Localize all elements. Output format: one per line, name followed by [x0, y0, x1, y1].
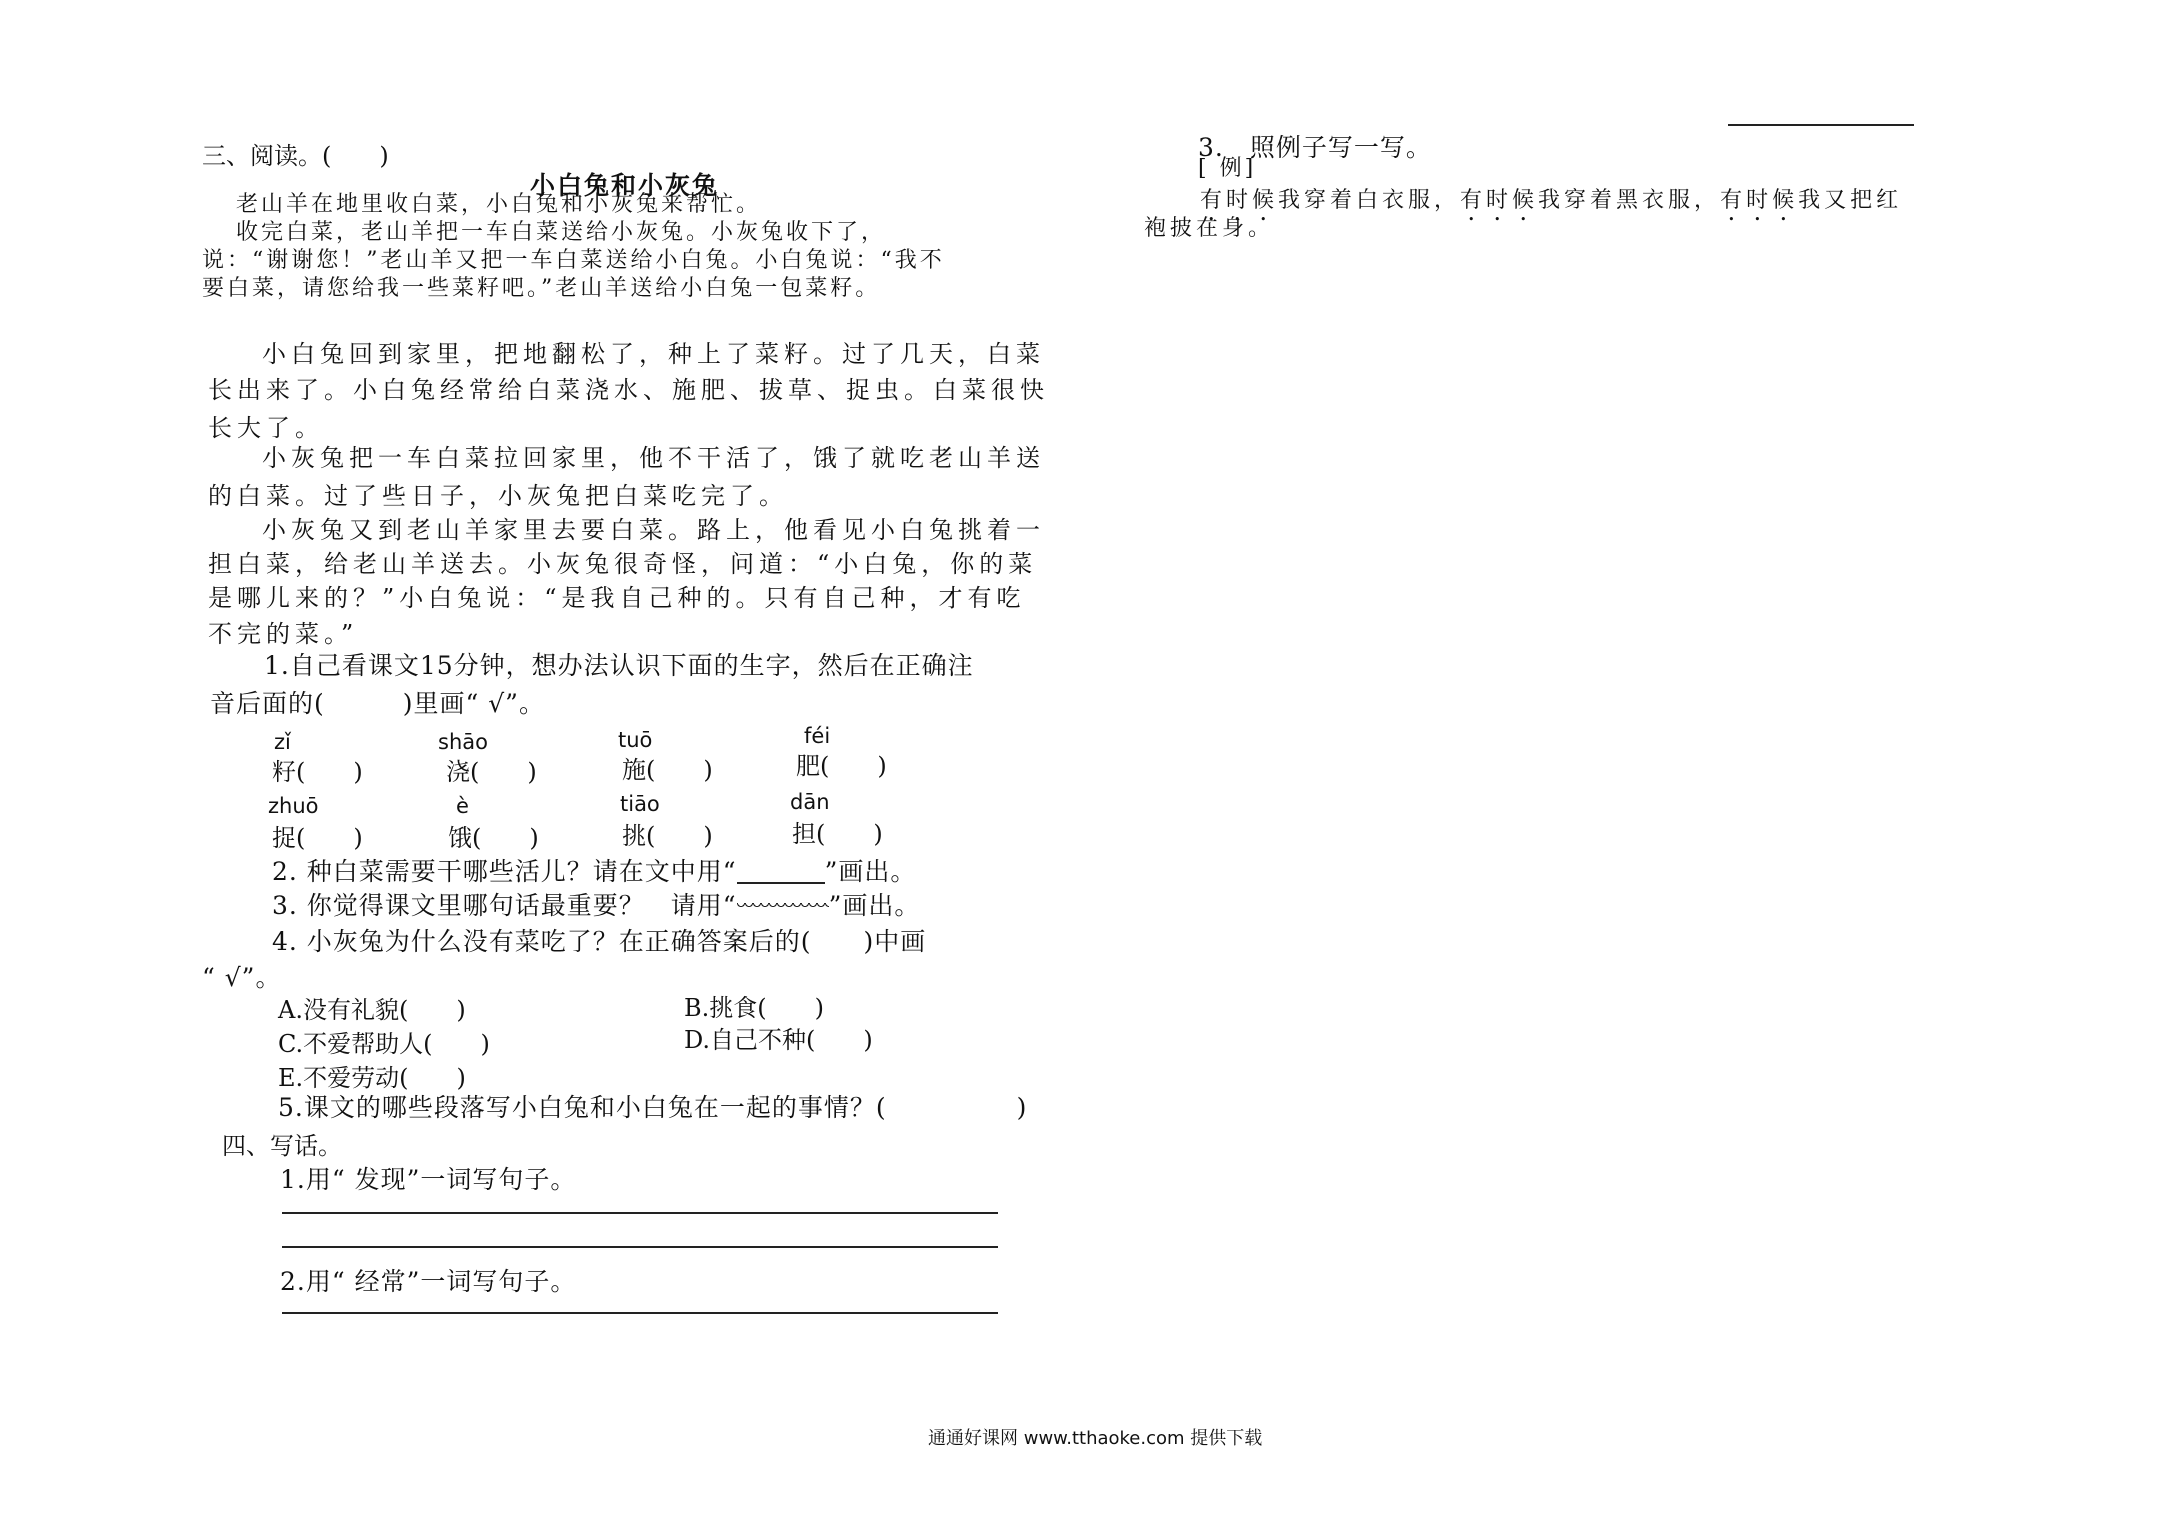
char-item[interactable]: 肥( ) [796, 752, 887, 780]
paragraph-line: 老山羊在地里收白菜，小白兔和小灰兔来帮忙。 [236, 192, 762, 217]
paragraph-line: 要白菜，请您给我一些菜籽吧。”老山羊送给小白兔一包菜籽。 [202, 276, 881, 301]
paragraph-line: 长出来了。小白兔经常给白菜浇水、施肥、拔草、捉虫。白菜很快 [208, 376, 1049, 404]
pinyin: shāo [438, 730, 488, 754]
pinyin: tuō [618, 728, 653, 752]
paragraph-line: 收完白菜，老山羊把一车白菜送给小灰兔。小灰兔收下了， [236, 220, 887, 245]
question-5: 5.课文的哪些段落写小白兔和小白兔在一起的事情？( ) [278, 1093, 1028, 1122]
pinyin: tiāo [620, 792, 660, 816]
char-item[interactable]: 捉( ) [272, 824, 363, 852]
question-3-text: 3. 你觉得课文里哪句话最重要？ 请用“ [272, 891, 737, 920]
section3-heading: 三、阅读。( ) [202, 142, 389, 170]
char-item[interactable]: 挑( ) [622, 822, 713, 850]
answer-line[interactable] [282, 1312, 998, 1314]
paragraph-line: 不完的菜。” [208, 620, 359, 648]
footer-credit: 通通好课网 www.tthaoke.com 提供下载 [928, 1428, 1263, 1449]
answer-line[interactable] [282, 1212, 998, 1214]
char-item[interactable]: 施( ) [622, 756, 713, 784]
emphasized-word: 有时候 [1200, 188, 1279, 213]
example-label: [ 例] [1198, 156, 1257, 181]
example-segment: 我穿着白衣服， [1278, 188, 1461, 213]
question-3 [272, 886, 920, 922]
char-item[interactable]: 担( ) [792, 820, 883, 848]
paragraph-line: 长大了。 [208, 414, 324, 442]
paragraph-line: 小灰兔把一车白菜拉回家里，他不干活了，饿了就吃老山羊送 [262, 444, 1045, 472]
question-1-line1: 1.自己看课文15分钟，想办法认识下面的生字，然后在正确注 [264, 651, 974, 680]
top-right-rule [1728, 124, 1914, 126]
char-item[interactable]: 籽( ) [272, 758, 363, 786]
pinyin: dān [790, 790, 830, 814]
question-3-tail: ”画出。 [828, 891, 921, 920]
question-2-text: 2. 种白菜需要干哪些活儿？请在文中用“ [272, 857, 737, 886]
emphasized-word: 有时候 [1720, 188, 1799, 213]
writing-question-2: 2.用“ 经常”一词写句子。 [280, 1267, 577, 1296]
example-line-2: 袍披在身。 [1144, 216, 1275, 241]
char-item[interactable]: 浇( ) [446, 758, 537, 786]
char-item[interactable]: 饿( ) [448, 824, 539, 852]
paragraph-line: 说：“谢谢您！”老山羊又把一车白菜送给小白兔。小白兔说：“我不 [202, 248, 945, 273]
wavy-line-sample [737, 903, 829, 913]
story-title: 小白兔和小灰兔 [530, 171, 720, 200]
question-2 [272, 852, 916, 888]
right-question-3: 3. 照例子写一写。 [1198, 133, 1432, 162]
example-line-1 [1200, 188, 1902, 226]
writing-question-1: 1.用“ 发现”一词写句子。 [280, 1165, 577, 1194]
option-c[interactable]: C.不爱帮助人( ) [278, 1030, 490, 1058]
pinyin: zhuō [268, 794, 319, 818]
option-e[interactable]: E.不爱劳动( ) [278, 1064, 466, 1092]
emphasized-word: 有时候 [1460, 188, 1539, 213]
paragraph-line: 是哪儿来的？”小白兔说：“是我自己种的。只有自己种，才有吃 [208, 584, 1026, 612]
example-segment: 我穿着黑衣服， [1538, 188, 1721, 213]
section4-heading: 四、写话。 [222, 1132, 342, 1160]
option-b[interactable]: B.挑食( ) [684, 994, 824, 1022]
pinyin: zǐ [274, 730, 291, 754]
paragraph-line: 小白兔回到家里，把地翻松了，种上了菜籽。过了几天，白菜 [262, 340, 1045, 368]
paragraph-line: 担白菜，给老山羊送去。小灰兔很奇怪，问道：“小白兔，你的菜 [208, 550, 1038, 578]
example-segment: 我又把红 [1798, 188, 1903, 213]
answer-line[interactable] [282, 1246, 998, 1248]
paragraph-line: 小灰兔又到老山羊家里去要白菜。路上，他看见小白兔挑着一 [262, 516, 1045, 544]
question-4-line2: “ √”。 [202, 963, 282, 992]
option-d[interactable]: D.自己不种( ) [684, 1026, 873, 1054]
underline-sample [737, 864, 825, 884]
paragraph-line: 的白菜。过了些日子，小灰兔把白菜吃完了。 [208, 482, 788, 510]
question-4-line1: 4. 小灰兔为什么没有菜吃了？在正确答案后的( )中画 [272, 927, 927, 956]
option-a[interactable]: A.没有礼貌( ) [278, 996, 466, 1024]
pinyin: è [456, 794, 469, 818]
pinyin: féi [804, 724, 831, 748]
question-2-tail: ”画出。 [824, 857, 917, 886]
question-1-line2: 音后面的( )里画“ √”。 [210, 689, 545, 718]
